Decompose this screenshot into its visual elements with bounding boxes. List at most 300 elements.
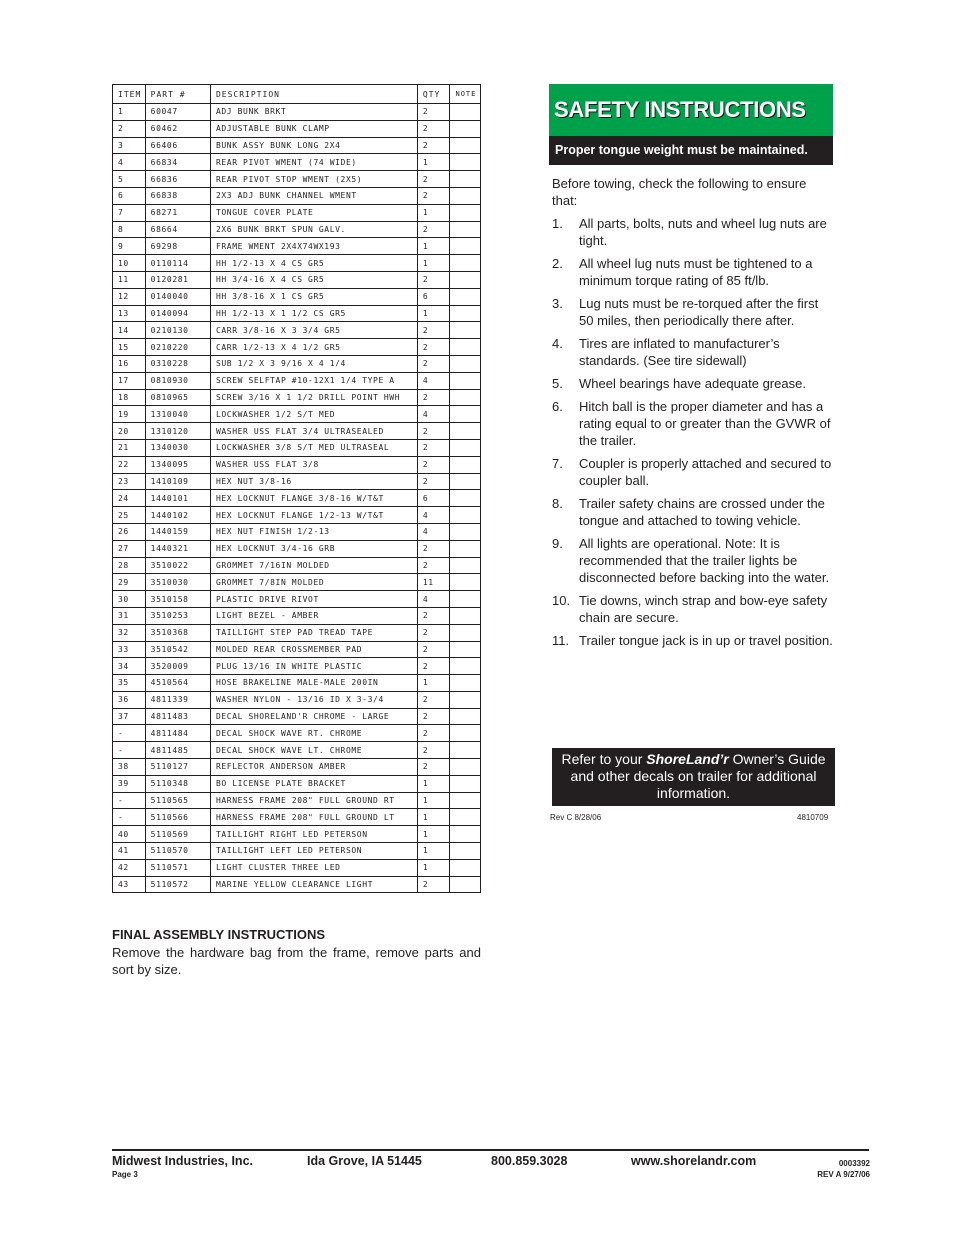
description-cell: REAR PIVOT STOP WMENT (2X5)	[210, 171, 417, 188]
qty-cell: 4	[417, 523, 450, 540]
list-item	[552, 632, 834, 649]
list-item-text: Wheel bearings have adequate grease.	[579, 376, 806, 391]
qty-cell: 4	[417, 507, 450, 524]
description-cell: TONGUE COVER PLATE	[210, 204, 417, 221]
table-row	[113, 255, 481, 272]
qty-cell: 2	[417, 658, 450, 675]
table-row	[113, 154, 481, 171]
qty-cell: 2	[417, 540, 450, 557]
part-number-cell: 1440102	[145, 507, 210, 524]
table-row	[113, 389, 481, 406]
note-cell	[450, 675, 481, 692]
qty-cell: 2	[417, 137, 450, 154]
header-description: DESCRIPTION	[210, 85, 417, 104]
note-cell	[450, 607, 481, 624]
part-number-cell: 5110572	[145, 876, 210, 893]
description-cell: MARINE YELLOW CLEARANCE LIGHT	[210, 876, 417, 893]
item-cell: 6	[113, 187, 146, 204]
item-cell: 18	[113, 389, 146, 406]
table-row	[113, 339, 481, 356]
qty-cell: 2	[417, 557, 450, 574]
list-item	[552, 398, 834, 449]
qty-cell: 2	[417, 439, 450, 456]
item-cell: 27	[113, 540, 146, 557]
description-cell: HOSE BRAKELINE MALE-MALE 200IN	[210, 675, 417, 692]
note-cell	[450, 355, 481, 372]
table-row	[113, 104, 481, 121]
part-number-cell: 0210130	[145, 322, 210, 339]
note-cell	[450, 641, 481, 658]
qty-cell: 2	[417, 322, 450, 339]
qty-cell: 2	[417, 389, 450, 406]
note-cell	[450, 406, 481, 423]
table-row	[113, 171, 481, 188]
note-cell	[450, 759, 481, 776]
part-number-cell: 3510022	[145, 557, 210, 574]
description-cell: 2X3 ADJ BUNK CHANNEL WMENT	[210, 187, 417, 204]
note-cell	[450, 540, 481, 557]
note-cell	[450, 120, 481, 137]
note-cell	[450, 473, 481, 490]
qty-cell: 2	[417, 691, 450, 708]
list-item-number: 9.	[552, 536, 563, 551]
table-row	[113, 792, 481, 809]
qty-cell: 2	[417, 104, 450, 121]
item-cell: 15	[113, 339, 146, 356]
header-note: NOTE	[450, 85, 481, 104]
part-number-cell: 0140094	[145, 305, 210, 322]
table-row	[113, 540, 481, 557]
description-cell: TAILLIGHT RIGHT LED PETERSON	[210, 826, 417, 843]
qty-cell: 2	[417, 339, 450, 356]
table-row	[113, 658, 481, 675]
table-row	[113, 742, 481, 759]
part-number-cell: 60047	[145, 104, 210, 121]
note-cell	[450, 708, 481, 725]
item-cell: 26	[113, 523, 146, 540]
description-cell: TAILLIGHT STEP PAD TREAD TAPE	[210, 624, 417, 641]
table-row	[113, 187, 481, 204]
description-cell: HEX LOCKNUT FLANGE 3/8-16 W/T&T	[210, 490, 417, 507]
description-cell: HH 3/4-16 X 4 CS GR5	[210, 271, 417, 288]
list-item-text: Coupler is properly attached and secured to coupler ball.	[579, 456, 832, 488]
part-number-cell: 69298	[145, 238, 210, 255]
qty-cell: 1	[417, 675, 450, 692]
item-cell: 17	[113, 372, 146, 389]
description-cell: HARNESS FRAME 208" FULL GROUND LT	[210, 809, 417, 826]
part-number-cell: 1310040	[145, 406, 210, 423]
note-cell	[450, 339, 481, 356]
part-number-cell: 0210220	[145, 339, 210, 356]
item-cell: 23	[113, 473, 146, 490]
list-item-text: Tie downs, winch strap and bow-eye safety chain are secure.	[579, 593, 828, 625]
item-cell: 35	[113, 675, 146, 692]
part-number-cell: 4811485	[145, 742, 210, 759]
table-row	[113, 288, 481, 305]
part-number-cell: 0110114	[145, 255, 210, 272]
description-cell: PLASTIC DRIVE RIVOT	[210, 591, 417, 608]
item-cell: 12	[113, 288, 146, 305]
note-cell	[450, 221, 481, 238]
list-item-text: Lug nuts must be re-torqued after the first 50 miles, then periodically there after.	[579, 296, 819, 328]
part-number-cell: 5110127	[145, 759, 210, 776]
description-cell: LIGHT BEZEL - AMBER	[210, 607, 417, 624]
table-row	[113, 708, 481, 725]
description-cell: HH 1/2-13 X 1 1/2 CS GR5	[210, 305, 417, 322]
note-cell	[450, 591, 481, 608]
description-cell: HEX LOCKNUT 3/4-16 GRB	[210, 540, 417, 557]
part-number-cell: 66838	[145, 187, 210, 204]
note-cell	[450, 658, 481, 675]
safety-revision: Rev C 8/28/06	[550, 813, 602, 822]
part-number-cell: 3510542	[145, 641, 210, 658]
table-row	[113, 641, 481, 658]
item-cell: -	[113, 809, 146, 826]
description-cell: HH 3/8-16 X 1 CS GR5	[210, 288, 417, 305]
item-cell: 22	[113, 456, 146, 473]
note-cell	[450, 439, 481, 456]
safety-subtitle: Proper tongue weight must be maintained.	[549, 136, 833, 165]
table-row	[113, 809, 481, 826]
item-cell: -	[113, 742, 146, 759]
qty-cell: 4	[417, 406, 450, 423]
note-cell	[450, 523, 481, 540]
part-number-cell: 66406	[145, 137, 210, 154]
description-cell: LOCKWASHER 3/8 S/T MED ULTRASEAL	[210, 439, 417, 456]
footer-address: Ida Grove, IA 51445	[307, 1154, 422, 1168]
description-cell: CARR 1/2-13 X 4 1/2 GR5	[210, 339, 417, 356]
decal-number: 4810709	[797, 813, 829, 822]
final-assembly-title: FINAL ASSEMBLY INSTRUCTIONS	[112, 927, 326, 942]
list-item-number: 8.	[552, 496, 563, 511]
footer-website: www.shorelandr.com	[631, 1154, 757, 1168]
qty-cell: 4	[417, 591, 450, 608]
note-cell	[450, 809, 481, 826]
description-cell: SCREW 3/16 X 1 1/2 DRILL POINT HWH	[210, 389, 417, 406]
qty-cell: 2	[417, 355, 450, 372]
list-item-number: 3.	[552, 296, 563, 311]
list-item-number: 4.	[552, 336, 563, 351]
list-item-text: Tires are inflated to manufacturer’s standards. (See tire sidewall)	[579, 336, 780, 368]
note-cell	[450, 775, 481, 792]
list-item	[552, 295, 834, 329]
part-number-cell: 3510253	[145, 607, 210, 624]
footer-revision: REV A 9/27/06	[817, 1170, 870, 1179]
description-cell: REAR PIVOT WMENT (74 WIDE)	[210, 154, 417, 171]
item-cell: 3	[113, 137, 146, 154]
item-cell: 32	[113, 624, 146, 641]
note-cell	[450, 322, 481, 339]
qty-cell: 2	[417, 759, 450, 776]
parts-table-body	[113, 104, 481, 893]
description-cell: LIGHT CLUSTER THREE LED	[210, 859, 417, 876]
part-number-cell: 4510564	[145, 675, 210, 692]
part-number-cell: 68271	[145, 204, 210, 221]
description-cell: HEX NUT 3/8-16	[210, 473, 417, 490]
list-item-number: 11.	[552, 633, 570, 648]
refer-rest: Owner’s Guide and other decals on trailer for additional information.	[570, 751, 826, 801]
note-cell	[450, 843, 481, 860]
note-cell	[450, 557, 481, 574]
note-cell	[450, 725, 481, 742]
table-row	[113, 322, 481, 339]
list-item	[552, 495, 834, 529]
list-item-text: All lights are operational. Note: It is recommended that the trailer lights be disconnected before backing into the water.	[579, 536, 830, 585]
list-item-text: Trailer safety chains are crossed under the tongue and attached to towing vehicle.	[579, 496, 825, 528]
footer-divider	[112, 1149, 869, 1151]
qty-cell: 2	[417, 742, 450, 759]
qty-cell: 1	[417, 859, 450, 876]
note-cell	[450, 742, 481, 759]
item-cell: 38	[113, 759, 146, 776]
item-cell: 13	[113, 305, 146, 322]
description-cell: HH 1/2-13 X 4 CS GR5	[210, 255, 417, 272]
list-item-number: 5.	[552, 376, 563, 391]
note-cell	[450, 792, 481, 809]
footer-page: Page 3	[112, 1170, 138, 1179]
item-cell: 28	[113, 557, 146, 574]
item-cell: 33	[113, 641, 146, 658]
list-item	[552, 592, 834, 626]
note-cell	[450, 456, 481, 473]
table-row	[113, 775, 481, 792]
table-row	[113, 423, 481, 440]
qty-cell: 2	[417, 876, 450, 893]
description-cell: PLUG 13/16 IN WHITE PLASTIC	[210, 658, 417, 675]
item-cell: 37	[113, 708, 146, 725]
part-number-cell: 1340030	[145, 439, 210, 456]
header-item: ITEM	[113, 85, 146, 104]
note-cell	[450, 574, 481, 591]
qty-cell: 1	[417, 826, 450, 843]
list-item-number: 6.	[552, 399, 563, 414]
description-cell: BO LICENSE PLATE BRACKET	[210, 775, 417, 792]
table-row	[113, 456, 481, 473]
item-cell: 24	[113, 490, 146, 507]
note-cell	[450, 305, 481, 322]
note-cell	[450, 255, 481, 272]
note-cell	[450, 154, 481, 171]
safety-title: SAFETY INSTRUCTIONS	[549, 84, 833, 136]
qty-cell: 1	[417, 255, 450, 272]
qty-cell: 2	[417, 423, 450, 440]
table-row	[113, 221, 481, 238]
note-cell	[450, 826, 481, 843]
part-number-cell: 5110566	[145, 809, 210, 826]
part-number-cell: 1410109	[145, 473, 210, 490]
part-number-cell: 0810930	[145, 372, 210, 389]
list-item	[552, 255, 834, 289]
table-row	[113, 355, 481, 372]
list-item-number: 10.	[552, 593, 571, 608]
qty-cell: 2	[417, 187, 450, 204]
qty-cell: 2	[417, 607, 450, 624]
note-cell	[450, 238, 481, 255]
part-number-cell: 1440101	[145, 490, 210, 507]
part-number-cell: 60462	[145, 120, 210, 137]
qty-cell: 1	[417, 238, 450, 255]
item-cell: 4	[113, 154, 146, 171]
table-row	[113, 624, 481, 641]
part-number-cell: 4811484	[145, 725, 210, 742]
qty-cell: 1	[417, 809, 450, 826]
description-cell: DECAL SHOCK WAVE LT. CHROME	[210, 742, 417, 759]
item-cell: 31	[113, 607, 146, 624]
item-cell: 16	[113, 355, 146, 372]
description-cell: LOCKWASHER 1/2 S/T MED	[210, 406, 417, 423]
footer-phone: 800.859.3028	[491, 1154, 568, 1168]
item-cell: 40	[113, 826, 146, 843]
part-number-cell: 1340095	[145, 456, 210, 473]
description-cell: TAILLIGHT LEFT LED PETERSON	[210, 843, 417, 860]
qty-cell: 2	[417, 725, 450, 742]
qty-cell: 1	[417, 792, 450, 809]
table-row	[113, 574, 481, 591]
note-cell	[450, 288, 481, 305]
note-cell	[450, 204, 481, 221]
list-item-text: All wheel lug nuts must be tightened to a minimum torque rating of 85 ft/lb.	[579, 256, 813, 288]
note-cell	[450, 859, 481, 876]
description-cell: DECAL SHOCK WAVE RT. CHROME	[210, 725, 417, 742]
table-row	[113, 120, 481, 137]
part-number-cell: 3510368	[145, 624, 210, 641]
description-cell: SCREW SELFTAP #10-12X1 1/4 TYPE A	[210, 372, 417, 389]
description-cell: MOLDED REAR CROSSMEMBER PAD	[210, 641, 417, 658]
part-number-cell: 0140040	[145, 288, 210, 305]
description-cell: REFLECTOR ANDERSON AMBER	[210, 759, 417, 776]
table-row	[113, 372, 481, 389]
description-cell: GROMMET 7/16IN MOLDED	[210, 557, 417, 574]
part-number-cell: 1440321	[145, 540, 210, 557]
qty-cell: 2	[417, 473, 450, 490]
qty-cell: 2	[417, 456, 450, 473]
table-row	[113, 490, 481, 507]
list-item-number: 2.	[552, 256, 563, 271]
item-cell: 11	[113, 271, 146, 288]
list-item-text: Hitch ball is the proper diameter and has a rating equal to or greater than the GVWR of the trailer.	[579, 399, 831, 448]
list-item	[552, 335, 834, 369]
note-cell	[450, 171, 481, 188]
qty-cell: 6	[417, 288, 450, 305]
item-cell: 1	[113, 104, 146, 121]
list-item-number: 7.	[552, 456, 563, 471]
table-row	[113, 557, 481, 574]
part-number-cell: 68664	[145, 221, 210, 238]
item-cell: 19	[113, 406, 146, 423]
qty-cell: 6	[417, 490, 450, 507]
refer-brand: ShoreLand’r	[646, 751, 729, 767]
item-cell: 42	[113, 859, 146, 876]
part-number-cell: 66836	[145, 171, 210, 188]
part-number-cell: 0810965	[145, 389, 210, 406]
description-cell: WASHER USS FLAT 3/4 ULTRASEALED	[210, 423, 417, 440]
item-cell: 21	[113, 439, 146, 456]
description-cell: HEX LOCKNUT FLANGE 1/2-13 W/T&T	[210, 507, 417, 524]
part-number-cell: 0120281	[145, 271, 210, 288]
qty-cell: 2	[417, 708, 450, 725]
table-row	[113, 238, 481, 255]
safety-checklist	[552, 215, 834, 655]
table-row	[113, 691, 481, 708]
table-row	[113, 523, 481, 540]
item-cell: 41	[113, 843, 146, 860]
table-row	[113, 137, 481, 154]
item-cell: 30	[113, 591, 146, 608]
item-cell: 25	[113, 507, 146, 524]
table-row	[113, 591, 481, 608]
list-item	[552, 455, 834, 489]
footer-company: Midwest Industries, Inc.	[112, 1154, 253, 1168]
table-row	[113, 876, 481, 893]
part-number-cell: 1440159	[145, 523, 210, 540]
item-cell: 8	[113, 221, 146, 238]
description-cell: DECAL SHORELAND'R CHROME - LARGE	[210, 708, 417, 725]
list-item-text: All parts, bolts, nuts and wheel lug nuts are tight.	[579, 216, 827, 248]
parts-table	[112, 84, 481, 893]
qty-cell: 1	[417, 154, 450, 171]
note-cell	[450, 187, 481, 204]
description-cell: CARR 3/8-16 X 3 3/4 GR5	[210, 322, 417, 339]
description-cell: HEX NUT FINISH 1/2-13	[210, 523, 417, 540]
qty-cell: 1	[417, 775, 450, 792]
item-cell: 10	[113, 255, 146, 272]
note-cell	[450, 691, 481, 708]
note-cell	[450, 423, 481, 440]
item-cell: 43	[113, 876, 146, 893]
table-row	[113, 271, 481, 288]
description-cell: ADJUSTABLE BUNK CLAMP	[210, 120, 417, 137]
table-row	[113, 204, 481, 221]
description-cell: SUB 1/2 X 3 9/16 X 4 1/4	[210, 355, 417, 372]
item-cell: 9	[113, 238, 146, 255]
header-part-number: PART #	[145, 85, 210, 104]
note-cell	[450, 104, 481, 121]
table-row	[113, 406, 481, 423]
qty-cell: 2	[417, 171, 450, 188]
header-qty: QTY	[417, 85, 450, 104]
table-row	[113, 439, 481, 456]
item-cell: 20	[113, 423, 146, 440]
table-row	[113, 759, 481, 776]
qty-cell: 2	[417, 221, 450, 238]
table-row	[113, 725, 481, 742]
list-item-number: 1.	[552, 216, 563, 231]
note-cell	[450, 372, 481, 389]
item-cell: 36	[113, 691, 146, 708]
qty-cell: 1	[417, 843, 450, 860]
note-cell	[450, 137, 481, 154]
table-row	[113, 607, 481, 624]
part-number-cell: 66834	[145, 154, 210, 171]
item-cell: 5	[113, 171, 146, 188]
qty-cell: 2	[417, 641, 450, 658]
list-item	[552, 215, 834, 249]
part-number-cell: 4811483	[145, 708, 210, 725]
note-cell	[450, 389, 481, 406]
description-cell: FRAME WMENT 2X4X74WX193	[210, 238, 417, 255]
note-cell	[450, 624, 481, 641]
part-number-cell: 0310228	[145, 355, 210, 372]
table-row	[113, 826, 481, 843]
table-row	[113, 859, 481, 876]
part-number-cell: 3520009	[145, 658, 210, 675]
item-cell: 34	[113, 658, 146, 675]
note-cell	[450, 507, 481, 524]
item-cell: 39	[113, 775, 146, 792]
description-cell: WASHER NYLON - 13/16 ID X 3-3/4	[210, 691, 417, 708]
footer-doc-number: 0003392	[838, 1159, 870, 1168]
list-item-text: Trailer tongue jack is in up or travel position.	[579, 633, 833, 648]
